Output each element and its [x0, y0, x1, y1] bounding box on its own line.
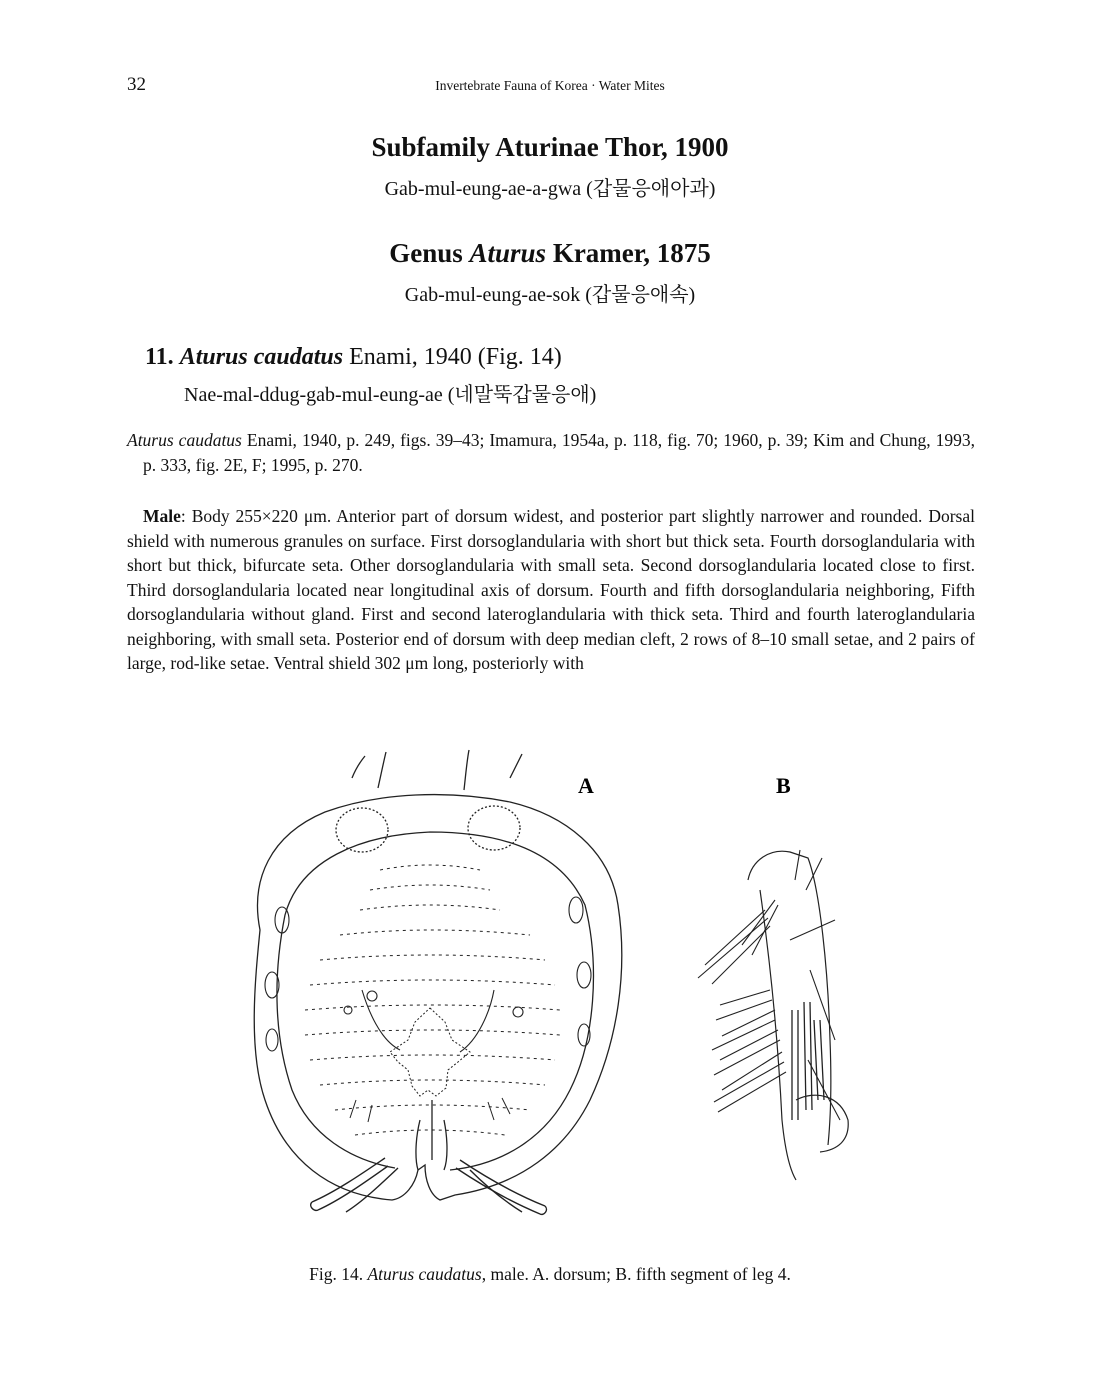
dorsoglandularia	[344, 990, 523, 1052]
claw-base	[796, 1095, 848, 1152]
synonymy-species-name: Aturus caudatus	[127, 430, 242, 450]
leg-segment-inner	[760, 890, 796, 1180]
posterior-setae	[350, 1098, 510, 1122]
page-number: 32	[127, 74, 146, 95]
panel-a-dorsum-drawing	[254, 750, 622, 1214]
lateral-seta-left	[352, 756, 365, 778]
dorsal-shield-outline	[254, 795, 622, 1200]
caption-rest: , male. A. dorsum; B. fifth segment of leg 4.	[481, 1264, 791, 1284]
genus-prefix: Genus	[389, 238, 470, 268]
anterior-seta-right	[464, 750, 469, 790]
figure-caption	[0, 1264, 1100, 1285]
posterior-cleft	[416, 1100, 447, 1170]
glandularia-right	[468, 806, 520, 850]
median-plate	[390, 1008, 470, 1096]
leg-setae	[698, 850, 840, 1120]
species-number: 11.	[145, 344, 174, 370]
genus-authority: Kramer, 1875	[546, 238, 711, 268]
caption-prefix: Fig. 14.	[309, 1264, 368, 1284]
lateroglandularia	[265, 897, 591, 1051]
caption-species: Aturus caudatus	[367, 1264, 482, 1284]
species-authority: Enami, 1940 (Fig. 14)	[343, 344, 562, 370]
species-korean-name: Nae-mal-ddug-gab-mul-eung-ae (네말뚝갑물응애)	[184, 384, 597, 406]
male-description-text: : Body 255×220 μm. Anterior part of dorsum widest, and posterior part slightly narrower and rounded. Dorsal shield with numerous granules on surface. First dorsoglandularia with short but thick seta. Fourth dorsoglandularia with short but thick, bifurcate seta. Other dorsoglandularia with small seta. Second dorsoglandularia located close to first. Third dorsoglandularia located near longitudinal axis of dorsum. Fourth and fifth dorsoglandularia neighboring, Fifth dorsoglandularia without gland. First and second lateroglandularia with thick seta. Third and fourth lateroglandularia neighboring, with small seta. Posterior end of dorsum with deep median cleft, 2 rows of 8–10 small setae, and 2 pairs of large, rod-like setae. Ventral shield 302 μm long, posteriorly with	[127, 506, 975, 673]
male-description	[127, 504, 975, 676]
panel-b-leg-drawing	[698, 850, 848, 1180]
figure-drawing	[0, 740, 1100, 1220]
inner-shield-line	[277, 832, 593, 1170]
synonymy-text: Enami, 1940, p. 249, figs. 39–43; Imamura, 1954a, p. 118, fig. 70; 1960, p. 39; Kim and Chung, 1993, p. 333, fig. 2E, F; 1995, p. 270.	[143, 430, 975, 475]
glandularia-left	[336, 808, 388, 852]
genus-title	[0, 238, 1100, 269]
running-head: Invertebrate Fauna of Korea · Water Mites	[435, 78, 665, 93]
species-name: Aturus caudatus	[179, 344, 344, 370]
genus-name: Aturus	[469, 238, 547, 268]
subfamily-korean-name: Gab-mul-eung-ae-a-gwa (갑물응애아과)	[384, 178, 716, 200]
anterior-seta-left	[378, 752, 386, 788]
figure-14	[0, 740, 1100, 1220]
species-heading	[145, 344, 562, 371]
panel-b-label: B	[776, 773, 791, 798]
genus-korean-name: Gab-mul-eung-ae-sok (갑물응애속)	[404, 284, 696, 306]
dorsal-granules	[305, 865, 560, 1135]
lateral-seta-right	[510, 754, 522, 778]
male-label: Male	[143, 506, 181, 526]
panel-a-label: A	[578, 773, 594, 798]
synonymy-paragraph	[127, 428, 975, 478]
subfamily-title: Subfamily Aturinae Thor, 1900	[371, 132, 729, 162]
